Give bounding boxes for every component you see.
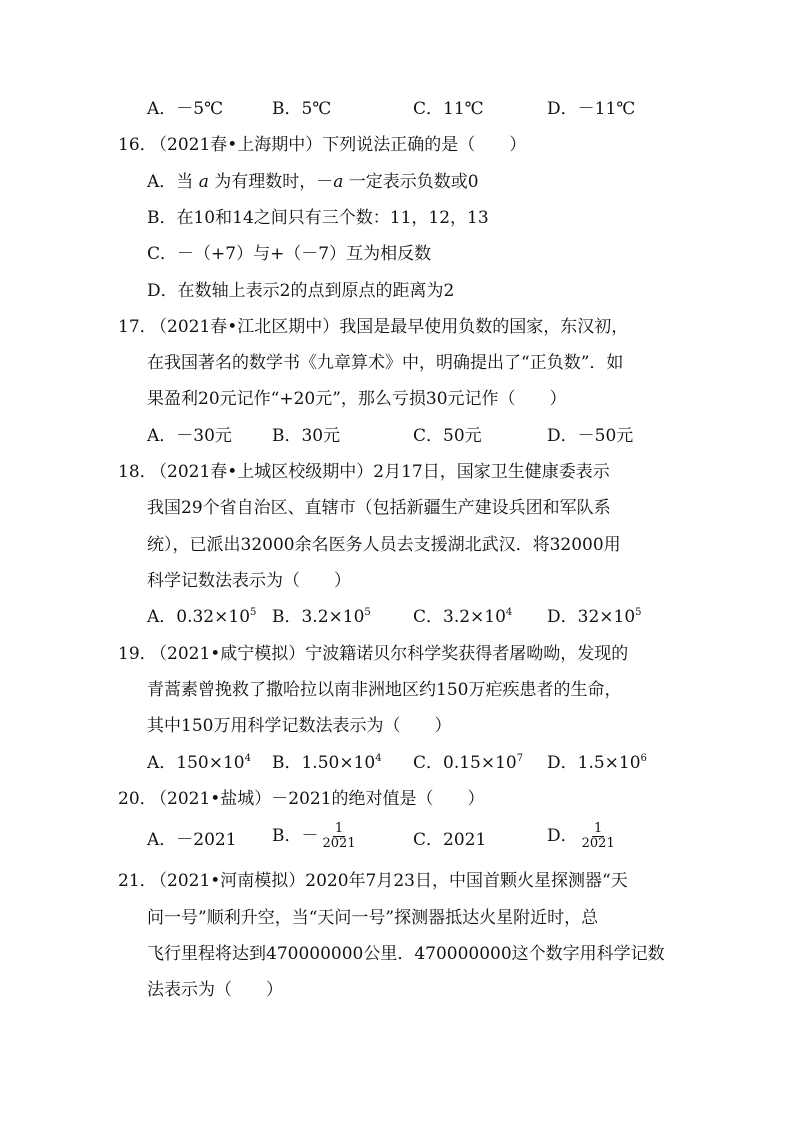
q18-option-b (272, 605, 371, 629)
q17-number: 17． (118, 317, 157, 337)
q17-option-b: B．30元 (272, 426, 341, 446)
q19-line-2: 青蒿素曾挽救了撒哈拉以南非洲地区约150万疟疾患者的生命， (147, 680, 622, 700)
q16-option-d: D．在数轴上表示2的点到原点的距离为2 (147, 281, 455, 301)
q16-stem: （2021春•上海期中）下列说法正确的是（ ） (150, 135, 527, 155)
q19-option-a (147, 751, 251, 775)
q18-line-1: （2021春•上城区校级期中）2月17日，国家卫生健康委表示 (150, 462, 610, 482)
q18-option-a-base: A．0.32×10 (147, 607, 251, 627)
q19-option-d (547, 751, 647, 775)
q20-option-b-numerator: 1 (334, 821, 344, 836)
q18-option-d (547, 605, 642, 629)
q20-number: 20． (118, 789, 157, 809)
q18-number: 18． (118, 462, 157, 482)
q19-option-a-exp: 4 (244, 753, 251, 764)
q20-option-d-denominator: 2021 (581, 836, 615, 851)
q16-option-a (147, 170, 479, 194)
q15-option-d: D．－11℃ (547, 99, 636, 119)
q18-option-a (147, 605, 256, 629)
q18-option-b-exp: 5 (364, 607, 371, 618)
q19-option-a-base: A．150×10 (147, 753, 245, 773)
q18-line-4: 科学记数法表示为（ ） (147, 571, 351, 591)
q19-option-b (272, 751, 382, 775)
q18-option-b-base: B．3.2×10 (272, 607, 365, 627)
q18-option-d-base: D．32×10 (547, 607, 636, 627)
q16-option-a-mid: 为有理数时，－ (208, 172, 334, 192)
q17-line-1: （2021春•江北区期中）我国是最早使用负数的国家，东汉初， (150, 317, 629, 337)
q21-line-2: 问一号”顺利升空，当“天问一号”探测器抵达火星附近时，总 (147, 908, 599, 928)
q19-option-d-base: D．1.5×10 (547, 753, 641, 773)
q21-line-3: 飞行里程将达到470000000公里．470000000这个数字用科学记数 (147, 944, 665, 964)
q17-option-c: C．50元 (413, 426, 482, 446)
q20-option-d-numerator: 1 (594, 821, 603, 836)
q19-option-b-exp: 4 (375, 753, 382, 764)
q20-option-d-label: D． (547, 826, 578, 846)
q16-option-b: B．在10和14之间只有三个数：11，12，13 (147, 208, 489, 228)
q19-option-d-exp: 6 (640, 753, 647, 764)
q18-line-3: 统），已派出32000余名医务人员去支援湖北武汉．将32000用 (147, 535, 621, 555)
q21-line-4: 法表示为（ ） (147, 980, 283, 1000)
q17-option-a: A．－30元 (147, 426, 232, 446)
q20-option-a: A．－2021 (147, 830, 237, 850)
q17-line-2: 在我国著名的数学书《九章算术》中，明确提出了“正负数”．如 (147, 353, 624, 373)
q20-option-b (272, 822, 360, 851)
q16-number: 16． (118, 135, 157, 155)
q21-number: 21． (118, 871, 157, 891)
q19-option-c (413, 751, 523, 775)
q19-option-b-base: B．1.50×10 (272, 753, 376, 773)
q20-option-c: C．2021 (413, 830, 487, 850)
q20-option-b-fraction (321, 822, 358, 851)
q20-option-d-fraction (580, 822, 617, 851)
q18-option-d-exp: 5 (635, 607, 642, 618)
q15-option-b: B．5℃ (272, 99, 332, 119)
q19-line-1: （2021•咸宁模拟）宁波籍诺贝尔科学奖获得者屠呦呦，发现的 (150, 644, 629, 664)
q18-option-a-exp: 5 (250, 607, 257, 618)
q16-option-a-pre: A．当 (147, 172, 199, 192)
q21-line-1: （2021•河南模拟）2020年7月23日，中国首颗火星探测器“天 (150, 871, 628, 891)
q20-option-b-denominator: 2021 (322, 836, 356, 851)
q18-option-c-exp: 4 (505, 607, 513, 618)
q19-option-c-base: C．0.15×10 (413, 753, 517, 773)
q20-option-d (547, 822, 619, 851)
q16-option-a-var1: a (198, 172, 209, 192)
q18-line-2: 我国29个省自治区、直辖市（包括新疆生产建设兵团和军队系 (147, 498, 611, 518)
q20-stem: （2021•盐城）－2021的绝对值是（ ） (150, 789, 485, 809)
q17-line-3: 果盈利20元记作“+20元”，那么亏损30元记作（ ） (147, 389, 567, 409)
q18-option-c (413, 605, 512, 629)
q19-number: 19． (118, 644, 157, 664)
q16-option-a-post: 一定表示负数或0 (343, 172, 479, 192)
q16-option-a-var2: a (333, 172, 344, 192)
q19-line-3: 其中150万用科学记数法表示为（ ） (147, 716, 452, 736)
q17-option-d: D．－50元 (547, 426, 634, 446)
q20-option-b-label: B．－ (272, 826, 319, 846)
q18-option-c-base: C．3.2×10 (413, 607, 506, 627)
q15-option-c: C．11℃ (413, 99, 484, 119)
q19-option-c-exp: 7 (516, 753, 524, 764)
q16-option-c: C．－（+7）与+（－7）互为相反数 (147, 244, 432, 264)
q15-option-a: A．－5℃ (147, 99, 224, 119)
